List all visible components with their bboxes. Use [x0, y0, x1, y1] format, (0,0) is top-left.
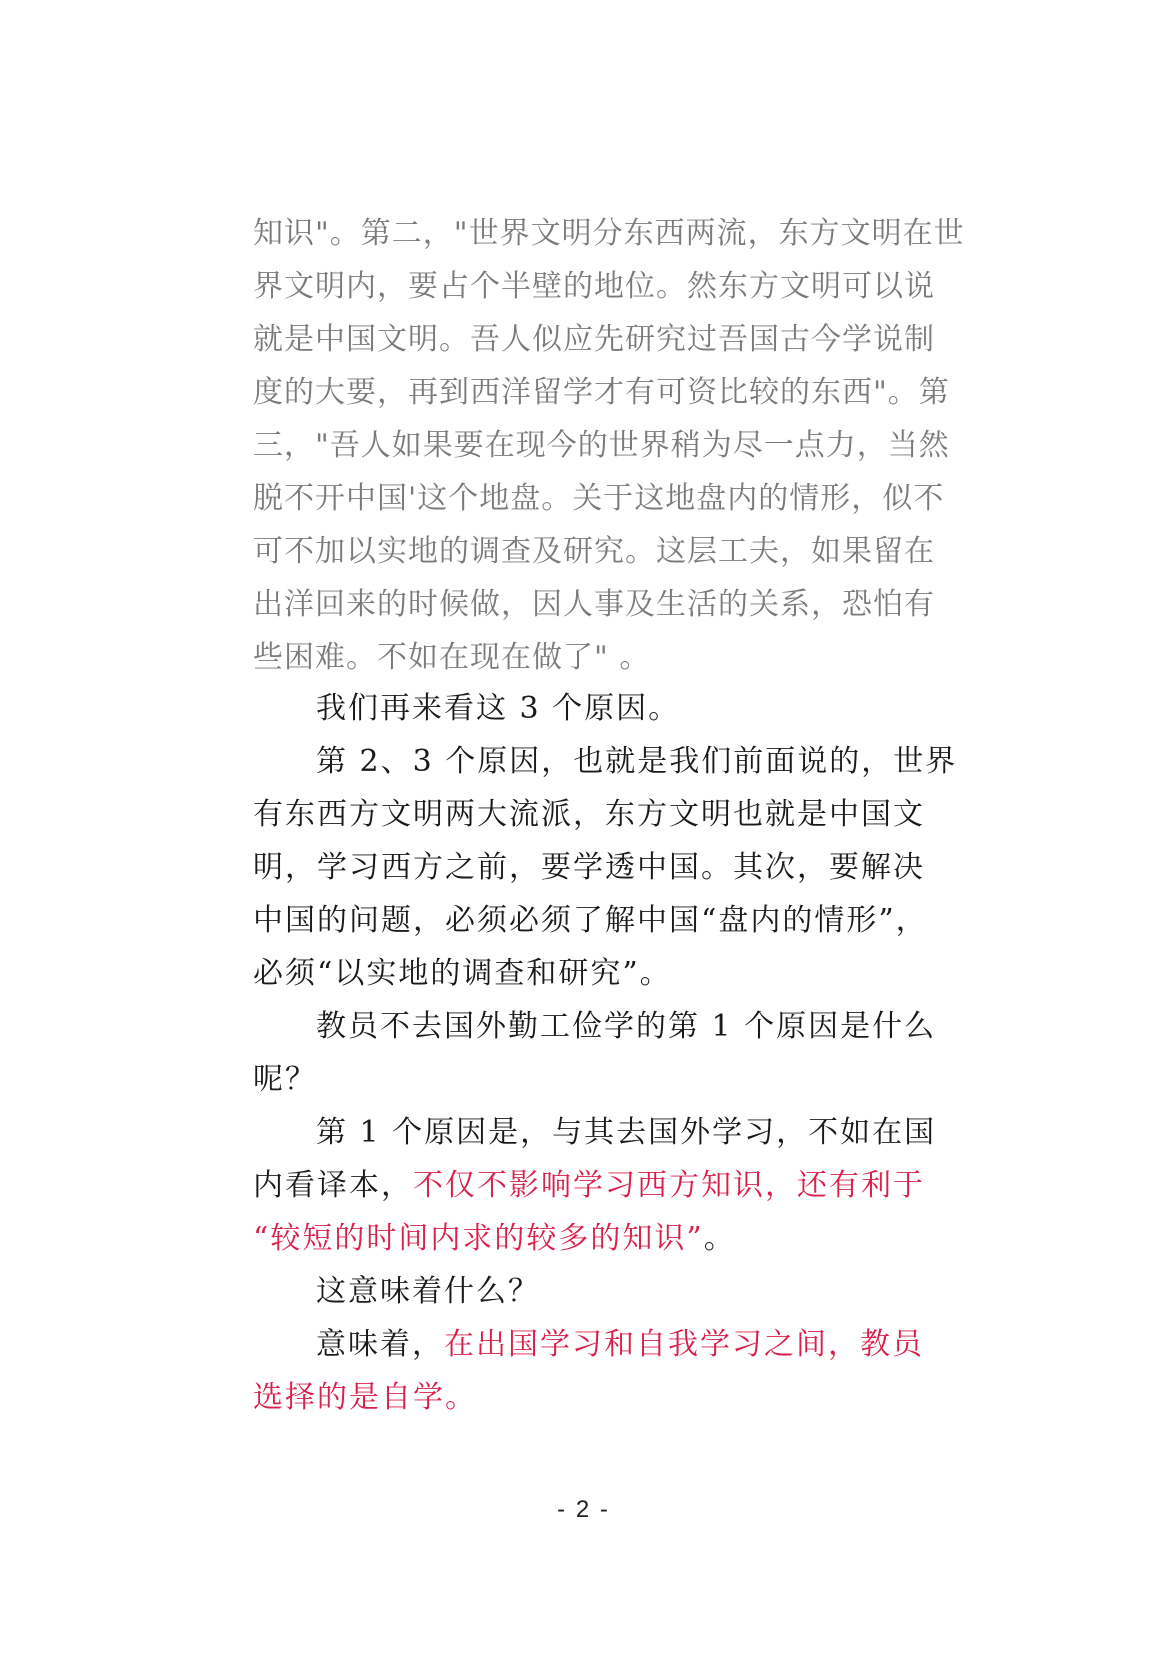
paragraph-line: 第 2、3 个原因，也就是我们前面说的，世界 [316, 744, 958, 779]
quote-line: 脱不开中国'这个地盘。关于这地盘内的情形，似不 [253, 481, 945, 516]
quote-line: 些困难。不如在现在做了" 。 [253, 640, 651, 675]
paragraph-line: 我们再来看这 3 个原因。 [316, 691, 681, 726]
body-text [253, 682, 958, 1424]
paragraph-line: 这意味着什么？ [316, 1274, 540, 1309]
paragraph-line: 第 1 个原因是，与其去国外学习，不如在国 [316, 1115, 937, 1150]
paragraph-line: 中国的问题，必须必须了解中国“盘内的情形”， [253, 903, 928, 938]
paragraph-line: 有东西方文明两大流派，东方文明也就是中国文 [253, 797, 925, 832]
plain-text: 意味着， [316, 1327, 444, 1362]
highlighted-text: “较短的时间内求的较多的知识” [253, 1221, 704, 1256]
quote-line: 三，"吾人如果要在现今的世界稍为尽一点力，当然 [253, 428, 950, 463]
quote-line: 可不加以实地的调查及研究。这层工夫，如果留在 [253, 534, 935, 569]
quote-line: 界文明内，要占个半壁的地位。然东方文明可以说 [253, 269, 935, 304]
quote-line: 知识"。第二，"世界文明分东西两流，东方文明在世 [253, 216, 965, 251]
quoted-passage [253, 207, 965, 684]
highlighted-text: 在出国学习和自我学习之间，教员 [444, 1327, 924, 1362]
plain-text: 内看译本， [253, 1168, 413, 1203]
highlighted-text: 不仅不影响学习西方知识，还有利于 [413, 1168, 925, 1203]
page-number: - 2 - [557, 1496, 610, 1523]
paragraph-line [253, 1318, 923, 1371]
highlighted-text: 选择的是自学。 [253, 1380, 477, 1415]
paragraph-line: 必须“以实地的调查和研究”。 [253, 956, 672, 991]
paragraph-line: 呢？ [253, 1062, 317, 1097]
plain-text: 。 [703, 1221, 736, 1256]
quote-line: 出洋回来的时候做，因人事及生活的关系，恐怕有 [253, 587, 935, 622]
paragraph-line: 教员不去国外勤工俭学的第 1 个原因是什么 [316, 1009, 937, 1044]
paragraph-line: 明，学习西方之前，要学透中国。其次，要解决 [253, 850, 925, 885]
quote-line: 就是中国文明。吾人似应先研究过吾国古今学说制 [253, 322, 935, 357]
quote-line: 度的大要，再到西洋留学才有可资比较的东西"。第 [253, 375, 950, 410]
paragraph-line [253, 1371, 923, 1424]
paragraph-line [253, 1159, 923, 1212]
paragraph-line [253, 1212, 923, 1265]
